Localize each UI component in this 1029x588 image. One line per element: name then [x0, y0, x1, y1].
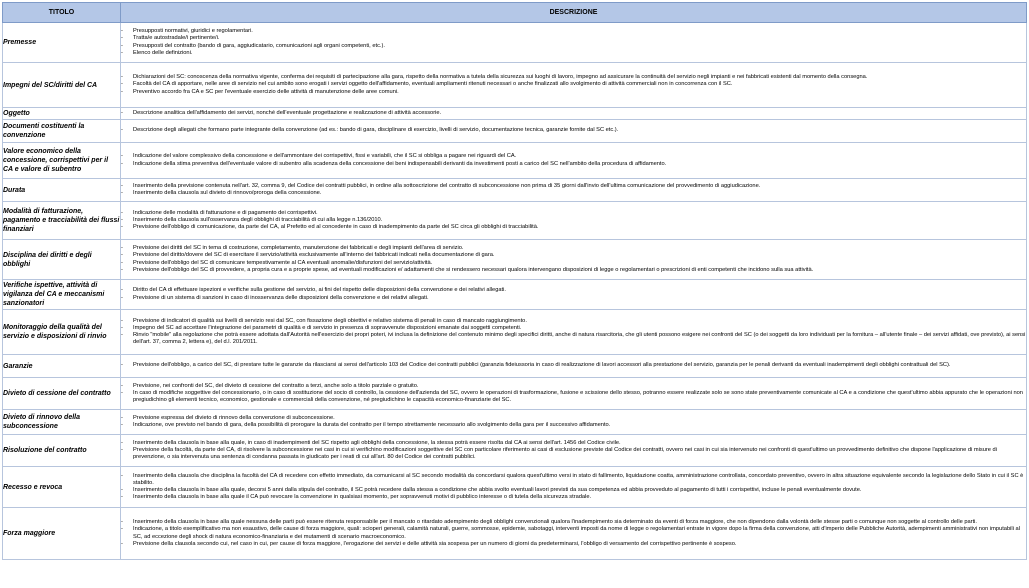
description-text: Previsione dell'obbligo di comunicazione, da parte del CA, al Prefetto ed al concedente in caso di inadempimento da parte del SC circa gli obblighi di tracciabilità. — [133, 224, 539, 231]
bullet-dash: - — [121, 446, 123, 453]
description-item — [121, 415, 1026, 422]
row-description — [121, 63, 1027, 108]
bullet-dash: - — [121, 182, 123, 189]
description-text: Presupposti del contratto (bando di gara, aggiudicatario, comunicazioni agli organi competenti, etc.). — [133, 42, 385, 49]
bullet-dash: - — [121, 332, 123, 338]
description-item — [121, 224, 1026, 231]
header-description-column: DESCRIZIONE — [121, 3, 1027, 23]
bullet-dash: - — [121, 49, 123, 56]
bullet-dash: - — [121, 153, 123, 160]
description-item — [121, 447, 1026, 461]
description-text: Presupposti normativi, giuridici e regolamentari. — [133, 28, 253, 35]
bullet-dash: - — [121, 127, 123, 134]
description-item — [121, 383, 1026, 390]
description-item — [121, 161, 1026, 168]
bullet-dash: - — [121, 472, 123, 479]
description-text: Previsione dell'obbligo del SC di provvedere, a propria cura e a proprie spese, ad eventuali modificazioni e/ adattamenti che si rendessero necessari qualora intervengano disposizioni di legge o regolamentari o prescrizioni di enti competenti che incidono sulla sua attività. — [133, 266, 814, 273]
description-item — [121, 526, 1026, 540]
bullet-dash: - — [121, 209, 123, 216]
row-description — [121, 202, 1027, 240]
bullet-dash: - — [121, 287, 123, 294]
bullet-dash: - — [121, 414, 123, 421]
description-text: Previsione di un sistema di sanzioni in caso di inosservanza delle disposizioni della convenzione e dei relativi allegati. — [133, 294, 429, 301]
description-list — [121, 318, 1026, 346]
header-title-column: TITOLO — [3, 3, 121, 23]
bullet-dash: - — [121, 487, 123, 493]
bullet-dash: - — [121, 540, 123, 547]
row-description — [121, 120, 1027, 143]
row-description — [121, 467, 1027, 508]
description-text: Facoltà del CA di apportare, nelle aree di servizio nel cui ambito sono erogati i servizi oggetto dell'affidamento, eventuali ampliamenti ritenuti necessari o anche finalizzati allo svolgimento di attività commerciali non in concorrenza con il SC. — [133, 81, 733, 88]
description-item — [121, 127, 1026, 134]
convention-table — [2, 2, 1027, 560]
description-item — [121, 217, 1026, 224]
description-item — [121, 267, 1026, 274]
table-row — [3, 378, 1027, 410]
bullet-dash: - — [121, 216, 123, 223]
description-text: Previsione della facoltà, da parte del CA, di risolvere la subconcessione nei casi in cui si verifichino modificazioni soggettive del SC con particolare riferimento ai casi di esclusione previste dal Codice dei contratti, ovvero nei casi in cui sia intervenuto nei confronti di quest'ultimo un provvedimento definitivo che dispone l'applicazione di misure di prevenzione, o sia intervenuta una sentenza di condanna passata in giudicato per i reati di cui all'art. 80 del Codice dei contratti pubblici. — [133, 446, 997, 461]
bullet-dash: - — [121, 42, 123, 49]
description-list — [121, 110, 1026, 117]
description-item — [121, 325, 1026, 332]
row-title: Impegni del SC/diritti del CA — [3, 63, 121, 108]
description-text: Dichiarazioni del SC: conoscenza della normativa vigente, conferma dei requisiti di partecipazione alla gara, rispetto della normativa a tutela della sicurezza sui luoghi di lavoro, impegno ad assicurare la continuità del servizio negli impianti e nei fabbricati esistenti dal momento della consegna. — [133, 74, 868, 81]
row-description — [121, 108, 1027, 120]
description-text: Inserimento della clausola in base alla quale il CA può revocare la convenzione in qualsiasi momento, per sopravvenuti motivi di pubblico interesse o di tutela della sicurezza stradale. — [133, 494, 592, 501]
description-item — [121, 422, 1026, 429]
description-text: Inserimento della clausola in base alla quale, decorsi 5 anni dalla stipula del contratto, il SC potrà recedere dalla stessa a condizione che abbia svolto eventuali lavori previsti da sua competenza ed abbia provveduto al pagamento di tutti i corrispettivi, incluse le penali eventualmente dovute. — [133, 487, 862, 493]
bullet-dash: - — [121, 35, 123, 42]
description-text: Inserimento della previsione contenuta nell'art. 32, comma 9, del Codice dei contratti pubblici, in ordine alla sottoscrizione del contratto di subconcessione non prima di 35 giorni dall'invio dell'ultima comunicazione del provvedimento di aggiudicazione. — [133, 182, 761, 189]
table-row — [3, 410, 1027, 435]
description-item — [121, 110, 1026, 117]
row-description — [121, 280, 1027, 310]
row-title: Oggetto — [3, 108, 121, 120]
description-item — [121, 541, 1026, 548]
table-row — [3, 240, 1027, 280]
description-item — [121, 89, 1026, 96]
bullet-dash: - — [121, 190, 123, 196]
description-text: Indicazione, ove previsto nel bando di gara, della possibilità di prorogare la durata del contratto per il tempo strettamente necessario allo svolgimento della gara per il successivo affidamento. — [133, 422, 611, 428]
row-title: Premesse — [3, 23, 121, 63]
description-item — [121, 183, 1026, 190]
table-row — [3, 508, 1027, 560]
description-text: Inserimento della clausola sull'osservanza degli obblighi di tracciabilità di cui alla legge n.136/2010. — [133, 216, 383, 223]
bullet-dash: - — [121, 494, 123, 501]
bullet-dash: - — [121, 266, 123, 273]
description-text: Previsione della clausola secondo cui, nel caso in cui, per cause di forza maggiore, l'erogazione dei servizi e delle attività sia sospesa per un numero di giorni da predeterminarsi, l'obbligo di versamento del corrispettivo pertinente è sospeso. — [133, 540, 737, 547]
description-text: Rinvio "mobile" alla regolazione che potrà essere adottata dall'Autorità nell'esercizio dei propri poteri, ivi inclusa la definizione del contenuto minimo degli specifici diritti, anche di natura risarcitoria, che gli utenti possono esigere nei confronti del SC (o dei soggetti da loro individuati per la fornitura – all'utente finale – dei servizi affidati, ove previsto), ai sensi dell'art. 37, comma 2, lettera e), del d.l. 201/2011. — [133, 332, 1026, 346]
table-row — [3, 467, 1027, 508]
row-description — [121, 23, 1027, 63]
description-text: Indicazione del valore complessivo della concessione e dell'ammontare dei corrispettivi, fissi e variabili, che il SC si obbliga a pagare nei riguardi del CA. — [133, 153, 517, 160]
description-list — [121, 383, 1026, 404]
description-item — [121, 81, 1026, 88]
row-title: Disciplina dei diritti e degli obblighi — [3, 240, 121, 280]
bullet-dash: - — [121, 382, 123, 389]
description-item — [121, 190, 1026, 197]
row-description — [121, 378, 1027, 410]
description-text: Previsione di indicatori di qualità sui livelli di servizio resi dal SC, con fissazione degli obiettivi e relativo sistema di penali in caso di mancato raggiungimento. — [133, 317, 527, 324]
description-text: Previsione dell'obbligo del SC di comunicare tempestivamente al CA eventuali anomalie/disfunzioni del servizio/attività. — [133, 259, 433, 266]
row-title: Garanzie — [3, 355, 121, 378]
description-list — [121, 28, 1026, 56]
description-text: Inserimento della clausola in base alla quale nessuna delle parti può essere ritenuta responsabile per il mancato o ritardato adempimento degli obblighi convenzionali qualora l'inadempimento sia determinato da eventi di forza maggiore, che non dipendono dalla volontà delle stesse parti o comunque non soggette al controllo delle parti. — [133, 519, 977, 526]
description-item — [121, 473, 1026, 487]
description-list — [121, 74, 1026, 95]
description-item — [121, 74, 1026, 81]
bullet-dash: - — [121, 324, 123, 331]
description-item — [121, 287, 1026, 294]
description-text: Preventivo accordo fra CA e SC per l'eventuale esercizio delle attività di manutenzione delle aree comuni. — [133, 88, 399, 95]
description-item — [121, 28, 1026, 35]
description-text: Previsione, nei confronti del SC, del divieto di cessione del contratto a terzi, anche solo a titolo parziale o gratuito. — [133, 382, 419, 389]
description-text: Tratta/e autostradale/i pertinente/i. — [133, 35, 220, 42]
bullet-dash: - — [121, 245, 123, 252]
bullet-dash: - — [121, 74, 123, 81]
row-description — [121, 435, 1027, 467]
table-row — [3, 310, 1027, 355]
description-text: Previsione del diritto/dovere del SC di esercitare il servizio/attività esclusivamente all'interno dei fabbricati indicati nella documentazione di gara. — [133, 252, 495, 259]
description-text: Inserimento della clausola che disciplina la facoltà del CA di recedere con effetto immediato, da comunicarsi al SC secondo modalità da concordarsi qualora quest'ultimo versi in stato di fallimento, liquidazione coatta, amministrazione controllata, concordato preventivo, ovvero in altra situazione equivalente secondo la legislazione dello Stato in cui il SC è stabilito. — [133, 472, 1024, 486]
bullet-dash: - — [121, 252, 123, 259]
bullet-dash: - — [121, 259, 123, 266]
bullet-dash: - — [121, 526, 123, 533]
description-item — [121, 487, 1026, 494]
description-item — [121, 50, 1026, 57]
table-row — [3, 63, 1027, 108]
description-text: Previsione espressa del divieto di rinnovo della convenzione di subconcessione. — [133, 414, 335, 421]
description-list — [121, 473, 1026, 501]
table-row — [3, 108, 1027, 120]
bullet-dash: - — [121, 422, 123, 428]
row-title: Divieto di cessione del contratto — [3, 378, 121, 410]
description-item — [121, 252, 1026, 259]
row-title: Risoluzione del contratto — [3, 435, 121, 467]
description-item — [121, 35, 1026, 42]
description-list — [121, 519, 1026, 547]
description-text: Impegno del SC ad accettare l'integrazione dei parametri di qualità e di servizio in presenza di sopravvenute disposizioni emanate dai soggetti competenti. — [133, 324, 522, 331]
description-item — [121, 210, 1026, 217]
table-row — [3, 355, 1027, 378]
bullet-dash: - — [121, 294, 123, 301]
bullet-dash: - — [121, 160, 123, 167]
table-row — [3, 280, 1027, 310]
description-text: Inserimento della clausola sul divieto di rinnovo/proroga della concessione. — [133, 190, 322, 196]
description-list — [121, 245, 1026, 273]
table-row — [3, 120, 1027, 143]
row-description — [121, 508, 1027, 560]
row-title: Forza maggiore — [3, 508, 121, 560]
description-item — [121, 519, 1026, 526]
description-item — [121, 245, 1026, 252]
description-item — [121, 362, 1026, 369]
description-text: Indicazione della stima preventiva dell'eventuale valore di subentro alla scadenza della concessione dei beni indispensabili derivanti da investimenti posti a carico del SC nell'ambito della procedura di affidamento. — [133, 160, 667, 167]
description-list — [121, 440, 1026, 461]
description-text: Inserimento della clausola in base alla quale, in caso di inadempimenti del SC rispetto agli obblighi della concessione, la stessa potrà essere risolta dal CA ai sensi dell'art. 1456 del Codice civile. — [133, 439, 621, 446]
description-item — [121, 260, 1026, 267]
row-title: Valore economico della concessione, corrispettivi per il CA e valore di subentro — [3, 143, 121, 179]
description-item — [121, 295, 1026, 302]
row-title: Documenti costituenti la convenzione — [3, 120, 121, 143]
row-title: Durata — [3, 179, 121, 202]
description-item — [121, 440, 1026, 447]
bullet-dash: - — [121, 224, 123, 231]
bullet-dash: - — [121, 109, 123, 116]
bullet-dash: - — [121, 389, 123, 396]
row-description — [121, 143, 1027, 179]
description-text: Previsione dei diritti del SC in tema di costruzione, completamento, manutenzione dei fabbricati e degli impianti dell'area di servizio. — [133, 245, 464, 252]
description-item — [121, 390, 1026, 404]
row-description — [121, 410, 1027, 435]
description-list — [121, 183, 1026, 197]
row-title: Modalità di fatturazione, pagamento e tracciabilità dei flussi finanziari — [3, 202, 121, 240]
row-description — [121, 240, 1027, 280]
description-list — [121, 210, 1026, 231]
row-description — [121, 310, 1027, 355]
table-row — [3, 202, 1027, 240]
description-text: Descrizione degli allegati che formano parte integrante della convenzione (ad es.: bando di gara, disciplinare di esercizio, livelli di servizio, documentazione tecnica, garanzie fornite dal SC etc.). — [133, 127, 619, 134]
table-row — [3, 143, 1027, 179]
bullet-dash: - — [121, 28, 123, 35]
description-text: Indicazione, a titolo esemplificativo ma non esaustivo, delle cause di forza maggiore, quali: scioperi generali, calamità naturali, guerre, sommosse, epidemie, sabotaggi, interventi imposti da nome di legge o regolamentari entrate in vigore dopo la firma della convenzione, atti d'imperio delle Pubbliche Autorità, adempimenti amministrativi non imputabili al SC, ad eccezione degli shock di natura economico-finanziaria e dei mutamenti di scenario macroeconomico. — [133, 526, 1020, 540]
description-text: Descrizione analitica dell'affidamento dei servizi, nonché dell'eventuale progettazione e realizzazione di attività accessorie. — [133, 109, 442, 116]
bullet-dash: - — [121, 362, 123, 369]
description-text: Diritto del CA di effettuare ispezioni e verifiche sulla gestione del servizio, ai fini del rispetto delle disposizioni della convenzione e dei relativi allegati. — [133, 287, 506, 294]
description-list — [121, 415, 1026, 429]
bullet-dash: - — [121, 81, 123, 88]
bullet-dash: - — [121, 519, 123, 526]
table-row — [3, 179, 1027, 202]
table-header-row — [3, 3, 1027, 23]
description-text: Previsione dell'obbligo, a carico del SC, di prestare tutte le garanzie da rilasciarsi ai sensi dell'articolo 103 del Codice dei contratti pubblici (garanzia fideiussoria in caso di realizzazione di lavori accessori alla prestazione del servizio, garanzia per le penali derivanti da eventuali inadempimenti degli obblighi contrattuali del SC). — [133, 362, 951, 369]
bullet-dash: - — [121, 317, 123, 324]
table-row — [3, 435, 1027, 467]
description-list — [121, 362, 1026, 369]
description-text: Indicazione delle modalità di fatturazione e di pagamento dei corrispettivi. — [133, 209, 318, 216]
row-description — [121, 355, 1027, 378]
row-description — [121, 179, 1027, 202]
row-title: Monitoraggio della qualità del servizio e disposizioni di rinvio — [3, 310, 121, 355]
bullet-dash: - — [121, 88, 123, 95]
description-item — [121, 153, 1026, 160]
description-item — [121, 332, 1026, 346]
table-row — [3, 23, 1027, 63]
description-item — [121, 494, 1026, 501]
description-list — [121, 287, 1026, 301]
description-text: In caso di modifiche soggettive del concessionario, o in caso di sostituzione del socio di controllo, la cessione dell'azienda del SC, ovvero le operazioni di trasformazione, fusione e scissione dello stesso, potranno essere realizzate solo se sono state preventivamente comunicate al CA e a condizione che quest'ultimo abbia appurato che le operazioni non pregiudichino gli elementi tecnico, economico, gestionale e commerciali della convenzione, né pregiudichino le capacità economico-finanziarie del SC. — [133, 389, 1023, 404]
description-text: Elenco delle definizioni. — [133, 49, 193, 56]
bullet-dash: - — [121, 439, 123, 446]
description-item — [121, 43, 1026, 50]
row-title: Verifiche ispettive, attività di vigilanza del CA e meccanismi sanzionatori — [3, 280, 121, 310]
description-item — [121, 318, 1026, 325]
description-list — [121, 127, 1026, 134]
row-title: Recesso e revoca — [3, 467, 121, 508]
description-list — [121, 153, 1026, 167]
row-title: Divieto di rinnovo della subconcessione — [3, 410, 121, 435]
